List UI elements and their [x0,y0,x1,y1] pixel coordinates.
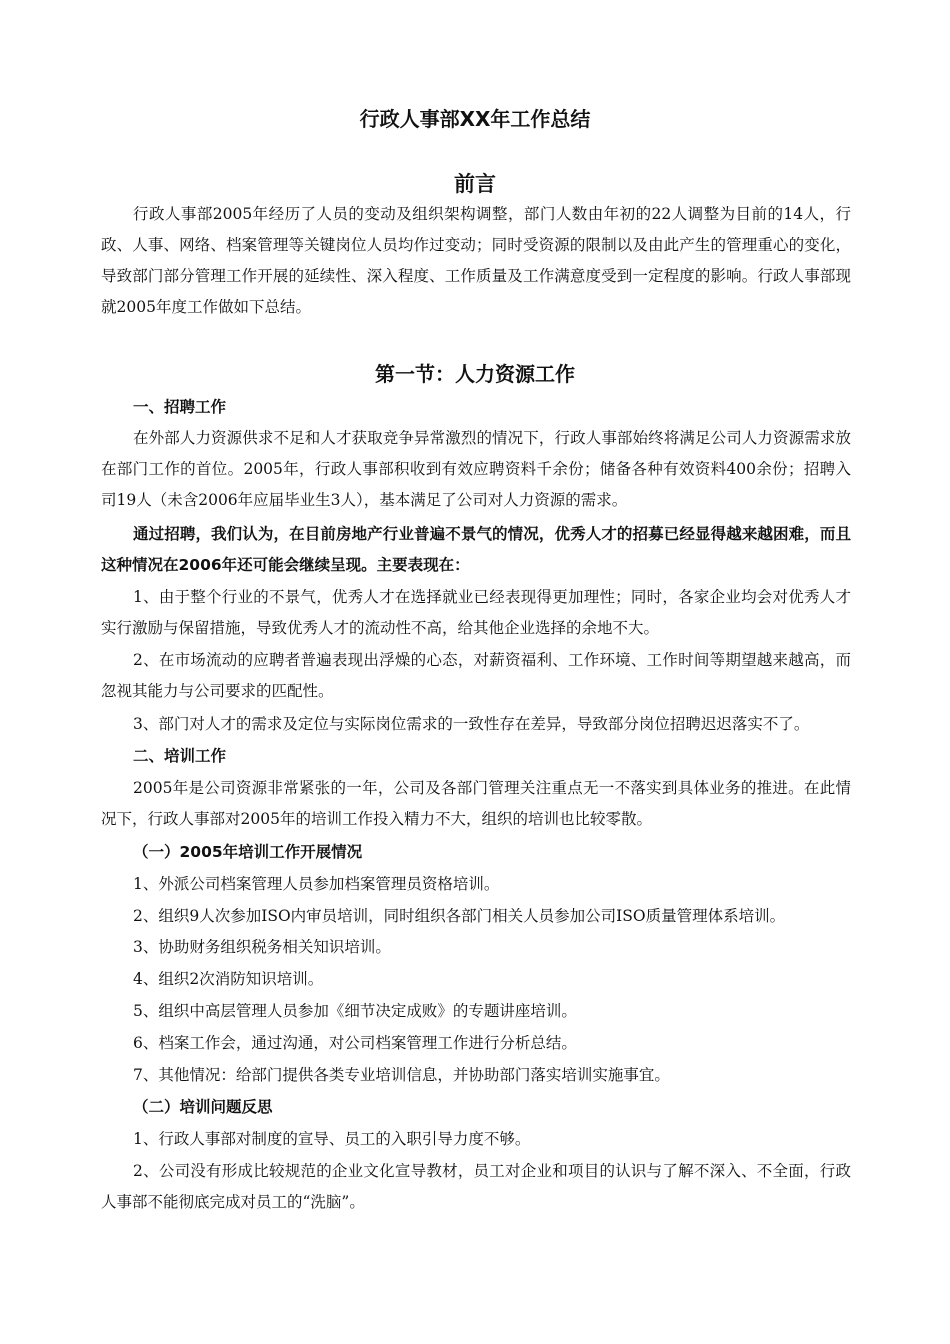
training-item-2: 2、组织9人次参加ISO内审员培训，同时组织各部门相关人员参加公司ISO质量管理体系培训。 [133,907,786,925]
reflection-item-1: 1、行政人事部对制度的宣导、员工的入职引导力度不够。 [133,1130,531,1148]
training-paragraph-1: 2005年是公司资源非常紧张的一年，公司及各部门管理关注重点无一不落实到具体业务的推进。在此情况下，行政人事部对2005年的培训工作投入精力不大，组织的培训也比较零散。 [101,779,851,828]
document-title: 行政人事部XX年工作总结 [359,107,591,131]
training-item-1: 1、外派公司档案管理人员参加档案管理员资格培训。 [133,875,500,893]
training-item-7: 7、其他情况：给部门提供各类专业培训信息，并协助部门落实培训实施事宜。 [133,1066,670,1084]
recruit-heading: 一、招聘工作 [133,398,227,416]
recruit-item-2: 2、在市场流动的应聘者普遍表现出浮燥的心态，对薪资福利、工作环境、工作时间等期望越来越高，而忽视其能力与公司要求的匹配性。 [101,651,851,700]
recruit-paragraph-1: 在外部人力资源供求不足和人才获取竞争异常激烈的情况下，行政人事部始终将满足公司人力资源需求放在部门工作的首位。2005年，行政人事部积收到有效应聘资料千余份；储备各种有效资料400余份；招聘入司19人（未含2006年应届毕业生3人），基本满足了公司对人力资源的需求。 [101,429,851,509]
training-heading: 二、培训工作 [133,747,227,765]
training-item-4: 4、组织2次消防知识培训。 [133,970,324,988]
preface-heading: 前言 [454,172,496,196]
recruit-item-3: 3、部门对人才的需求及定位与实际岗位需求的一致性存在差异，导致部分岗位招聘迟迟落实不了。 [133,715,810,733]
training-item-5: 5、组织中高层管理人员参加《细节决定成败》的专题讲座培训。 [133,1002,577,1020]
recruit-item-1: 1、由于整个行业的不景气，优秀人才在选择就业已经表现得更加理性；同时，各家企业均会对优秀人才实行激励与保留措施，导致优秀人才的流动性不高，给其他企业选择的余地不大。 [101,588,851,637]
training-subheading-1: （一）2005年培训工作开展情况 [133,843,363,861]
section1-heading: 第一节：人力资源工作 [375,362,575,386]
preface-paragraph: 行政人事部2005年经历了人员的变动及组织架构调整，部门人数由年初的22人调整为目前的14人，行政、人事、网络、档案管理等关键岗位人员均作过变动；同时受资源的限制以及由此产生的管理重心的变化，导致部门部分管理工作开展的延续性、深入程度、工作质量及工作满意度受到一定程度的影响。行政人事部现就2005年度工作做如下总结。 [101,205,851,316]
training-subheading-2: （二）培训问题反思 [133,1098,273,1116]
training-item-3: 3、协助财务组织税务相关知识培训。 [133,938,391,956]
training-item-6: 6、档案工作会，通过沟通，对公司档案管理工作进行分析总结。 [133,1034,577,1052]
recruit-paragraph-2: 通过招聘，我们认为，在目前房地产行业普遍不景气的情况，优秀人才的招募已经显得越来越困难，而且这种情况在2006年还可能会继续呈现。主要表现在： [101,525,851,574]
reflection-item-2: 2、公司没有形成比较规范的企业文化宣导教材，员工对企业和项目的认识与了解不深入、不全面，行政人事部不能彻底完成对员工的“洗脑”。 [101,1162,851,1211]
